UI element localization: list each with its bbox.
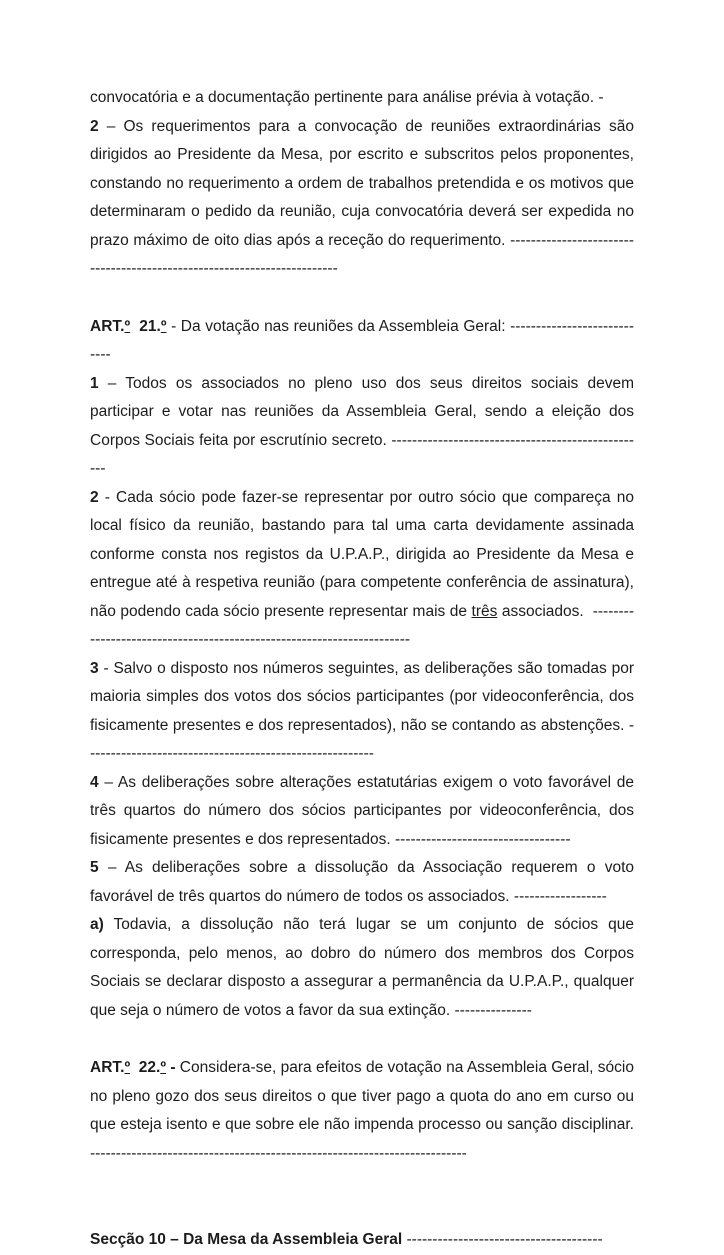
text-run: -------------------------------------------------------- (90, 716, 634, 762)
text-run: 3 (90, 659, 99, 677)
text-run: 2 (90, 488, 99, 506)
text-run: 5 (90, 859, 99, 876)
article-20-item-2 (90, 113, 634, 284)
article-21-heading (90, 313, 634, 370)
text-run: 4 (90, 773, 99, 791)
text-run: 1 (90, 374, 99, 392)
text-run: ---------------------------------------------------------------------- (90, 602, 634, 648)
text-run: – As deliberações sobre a dissolução da Associação requerem o voto favorável de três quartos do número de todos os associados. (90, 859, 634, 905)
text-run: convocatória e a documentação pertinente para análise prévia à votação. - (90, 89, 604, 106)
article-21-item-1 (90, 370, 634, 484)
text-run: ART.º 21.º (90, 317, 167, 335)
ordinal-indicator: º (124, 1059, 131, 1076)
paragraph-continuation (90, 84, 634, 113)
text-run: ------------------------------------------------------------------------ (90, 231, 634, 277)
text-run: ------------------------------------------------------------------------- (90, 1144, 467, 1162)
text-run: Todavia, a dissolução não terá lugar se um conjunto de sócios que corresponda, pelo menos, ao dobro do número dos membros dos Corpos Sociais se declarar disposto a assegurar a permanência da U.P.A.P., qualquer que seja o número de votos a favor da sua extinção. (90, 916, 634, 1019)
article-21-item-5 (90, 854, 634, 911)
text-run: ---------------------------- (90, 317, 634, 363)
text-run: - Cada sócio pode fazer-se representar por outro sócio que compareça no local físico da reunião, bastando para tal uma carta devidamente assinada conforme consta nos registos da U.P.A.P., dirigida ao Presidente da Mesa e entregue até à respetiva reunião (para competente conferência de assinatura), não podendo cada sócio presente representar mais de (90, 488, 634, 620)
text-run: Secção 10 – Da Mesa da Assembleia Geral (90, 1231, 403, 1248)
ordinal-indicator: º (160, 1059, 166, 1076)
text-run: --------------- (454, 1001, 532, 1019)
section-10-heading (90, 1226, 634, 1255)
text-run: – Os requerimentos para a convocação de reuniões extraordinárias são dirigidos ao Presidente da Mesa, por escrito e subscritos pelos proponentes, constando no requerimento a ordem de trabalhos pretendida e os motivos que determinaram o pedido da reunião, cuja convocatória deverá ser expedida no prazo máximo de oito dias após a receção do requerimento. (90, 117, 634, 249)
text-run: – As deliberações sobre alterações estatutárias exigem o voto favorável de três quartos do número dos sócios participantes por videoconferência, dos fisicamente presentes e dos representados. (90, 773, 634, 848)
text-run: três (471, 602, 498, 620)
text-run: ART.º 22.º - (90, 1059, 176, 1076)
ordinal-indicator: º (160, 317, 167, 335)
text-run: -------------------------------------- (406, 1231, 603, 1248)
text-run: a) (90, 916, 104, 933)
text-run: - Da votação nas reuniões da Assembleia Geral: (166, 317, 511, 335)
text-run: -------------------------------------------------- (90, 431, 634, 477)
ordinal-indicator: º (124, 317, 131, 335)
text-run: 2 (90, 117, 99, 135)
article-21-item-4 (90, 769, 634, 855)
document-body (90, 84, 634, 1255)
article-21-item-3 (90, 655, 634, 769)
text-run: - Salvo o disposto nos números seguintes, as deliberações são tomadas por maioria simples dos votos dos sócios participantes (por videoconferência, dos fisicamente presentes e dos representados), não se contando as abstenções. (90, 659, 634, 734)
article-21-item-5a (90, 911, 634, 1025)
text-run: Considera-se, para efeitos de votação na Assembleia Geral, sócio no pleno gozo dos seus direitos o que tiver pago a quota do ano em curso ou que esteja isento e que sobre ele não impenda processo ou sanção disciplinar. (90, 1059, 634, 1133)
text-run: ---------------------------------- (395, 830, 571, 848)
text-run: associados. (497, 602, 593, 620)
article-21-item-2 (90, 484, 634, 655)
text-run: – Todos os associados no pleno uso dos seus direitos sociais devem participar e votar nas reuniões da Assembleia Geral, sendo a eleição dos Corpos Sociais feita por escrutínio secreto. (90, 374, 634, 449)
text-run: ------------------ (513, 887, 607, 905)
article-22-paragraph (90, 1054, 634, 1168)
